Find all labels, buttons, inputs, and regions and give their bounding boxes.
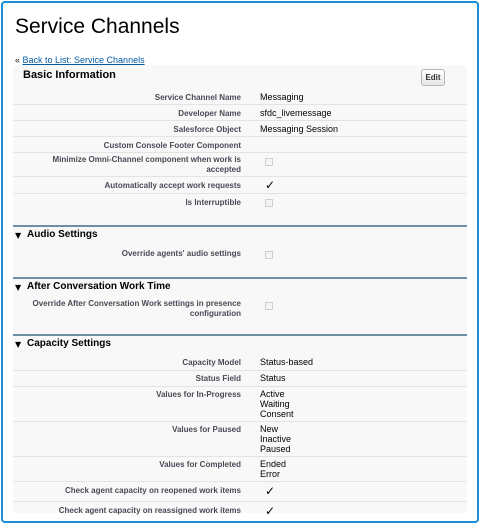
- field-label: Minimize Omni-Channel component when work is accepted: [52, 155, 241, 174]
- unchecked-box-icon: [265, 158, 273, 166]
- unchecked-box-icon: [265, 251, 273, 259]
- triangle-down-icon[interactable]: ▼: [15, 231, 22, 240]
- triangle-down-icon[interactable]: ▼: [15, 283, 22, 292]
- row-minimize-omni-channel: [13, 153, 467, 177]
- row-override-after-conversation: [13, 296, 467, 324]
- field-label: Check agent capacity on reopened work items: [64, 486, 241, 495]
- row-override-audio: [13, 245, 467, 265]
- list-item: Ended: [260, 459, 287, 469]
- field-label: Developer Name: [178, 109, 241, 118]
- field-label: Service Channel Name: [154, 93, 241, 102]
- row-status-field: [13, 371, 467, 387]
- field-label: Override After Conversation Work settings in presence configuration: [32, 299, 241, 318]
- checkmark-icon: ✓: [265, 178, 276, 192]
- field-label: Is Interruptible: [185, 198, 241, 207]
- field-value: Messaging Session: [260, 124, 339, 134]
- field-label: Salesforce Object: [173, 125, 241, 134]
- back-to-list-link[interactable]: Back to List: Service Channels: [22, 55, 145, 65]
- field-label: Status Field: [195, 374, 241, 383]
- section-title: After Conversation Work Time: [27, 281, 171, 292]
- back-link-container: [15, 55, 145, 65]
- row-check-reassigned: [13, 502, 467, 520]
- field-value-list: [260, 459, 286, 479]
- row-developer-name: [13, 105, 467, 121]
- list-item: Consent: [260, 409, 294, 419]
- unchecked-box-icon: [265, 302, 273, 310]
- field-value: sfdc_livemessage: [260, 108, 332, 118]
- field-value: Messaging: [260, 92, 304, 102]
- field-value-list: [260, 389, 294, 419]
- detail-panel: [13, 65, 467, 518]
- basic-information-header: Basic Information: [23, 69, 116, 81]
- row-is-interruptible: [13, 194, 467, 212]
- back-prefix: «: [15, 55, 23, 65]
- field-label: Capacity Model: [182, 358, 241, 367]
- row-values-in-progress: [13, 387, 467, 422]
- section-title: Capacity Settings: [27, 338, 111, 349]
- unchecked-box-icon: [265, 199, 273, 207]
- checkmark-icon: ✓: [265, 484, 276, 498]
- field-label: Custom Console Footer Component: [103, 141, 241, 150]
- field-label: Values for Paused: [172, 425, 241, 434]
- field-value: Status: [260, 373, 286, 383]
- edit-button[interactable]: Edit: [421, 69, 445, 86]
- row-service-channel-name: [13, 89, 467, 105]
- list-item: New: [260, 424, 279, 434]
- list-item: Paused: [260, 444, 291, 454]
- row-custom-console-footer: [13, 137, 467, 153]
- row-check-reopened: [13, 482, 467, 502]
- row-values-completed: [13, 457, 467, 482]
- field-label: Override agents' audio settings: [121, 249, 241, 258]
- field-value-list: [260, 424, 291, 454]
- row-capacity-model: [13, 355, 467, 371]
- field-value: Status-based: [260, 357, 314, 367]
- field-label: Check agent capacity on reassigned work items: [58, 506, 241, 515]
- list-item: Error: [260, 469, 280, 479]
- page-title: Service Channels: [15, 15, 180, 38]
- field-label: Values for In-Progress: [156, 390, 241, 399]
- field-label: Automatically accept work requests: [104, 181, 241, 190]
- triangle-down-icon[interactable]: ▼: [15, 340, 22, 349]
- section-audio-settings[interactable]: [13, 225, 467, 243]
- section-after-conversation[interactable]: [13, 277, 467, 295]
- section-capacity-settings[interactable]: [13, 334, 467, 352]
- service-channel-frame: [1, 1, 479, 523]
- row-values-paused: [13, 422, 467, 457]
- section-title: Audio Settings: [27, 229, 98, 240]
- row-auto-accept: [13, 177, 467, 194]
- list-item: Waiting: [260, 399, 290, 409]
- row-salesforce-object: [13, 121, 467, 137]
- checkmark-icon: ✓: [265, 504, 276, 518]
- list-item: Active: [260, 389, 285, 399]
- field-label: Values for Completed: [159, 460, 241, 469]
- list-item: Inactive: [260, 434, 292, 444]
